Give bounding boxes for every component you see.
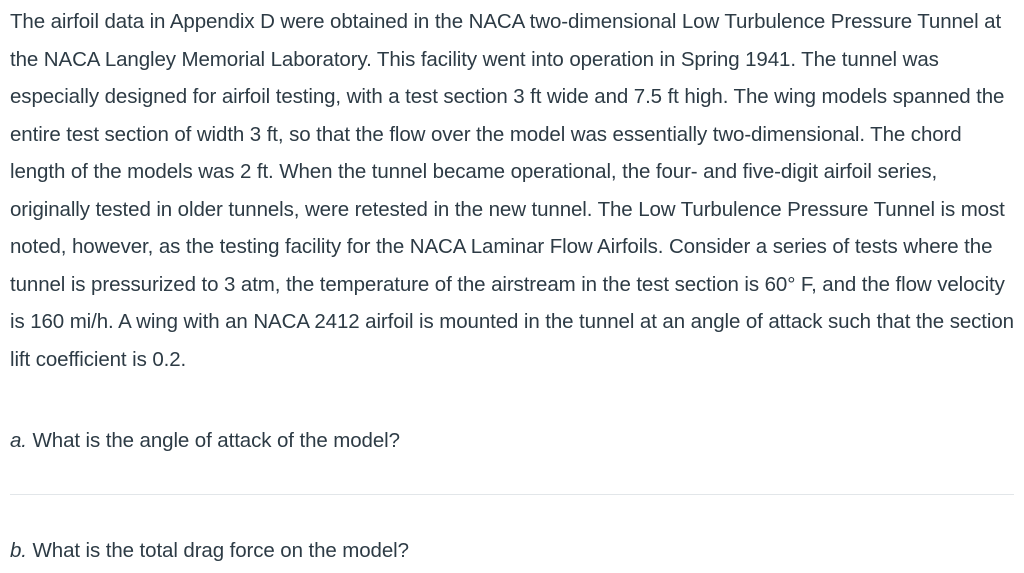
question-b-label: b. — [10, 539, 27, 562]
question-a — [10, 426, 400, 456]
question-b-text: What is the total drag force on the model? — [32, 539, 409, 562]
problem-intro-paragraph: The airfoil data in Appendix D were obtained in the NACA two-dimensional Low Turbulence Pressure Tunnel at the NACA Langley Memorial Laboratory. This facility went into operation in Spring 1941. The tunnel was especially designed for airfoil testing, with a test section 3 ft wide and 7.5 ft high. The wing models spanned the entire test section of width 3 ft, so that the flow over the model was essentially two-dimensional. The chord length of the models was 2 ft. When the tunnel became operational, the four- and five-digit airfoil series, originally tested in older tunnels, were retested in the new tunnel. The Low Turbulence Pressure Tunnel is most noted, however, as the testing facility for the NACA Laminar Flow Airfoils. Consider a series of tests where the tunnel is pressurized to 3 atm, the temperature of the airstream in the test section is 60° F, and the flow velocity is 160 mi/h. A wing with an NACA 2412 airfoil is mounted in the tunnel at an angle of attack such that the section lift coefficient is 0.2. — [10, 10, 1014, 371]
question-divider — [10, 494, 1014, 495]
question-b — [10, 536, 409, 566]
question-a-label: a. — [10, 429, 27, 452]
question-a-text: What is the angle of attack of the model? — [32, 429, 400, 452]
problem-statement — [10, 3, 1014, 378]
